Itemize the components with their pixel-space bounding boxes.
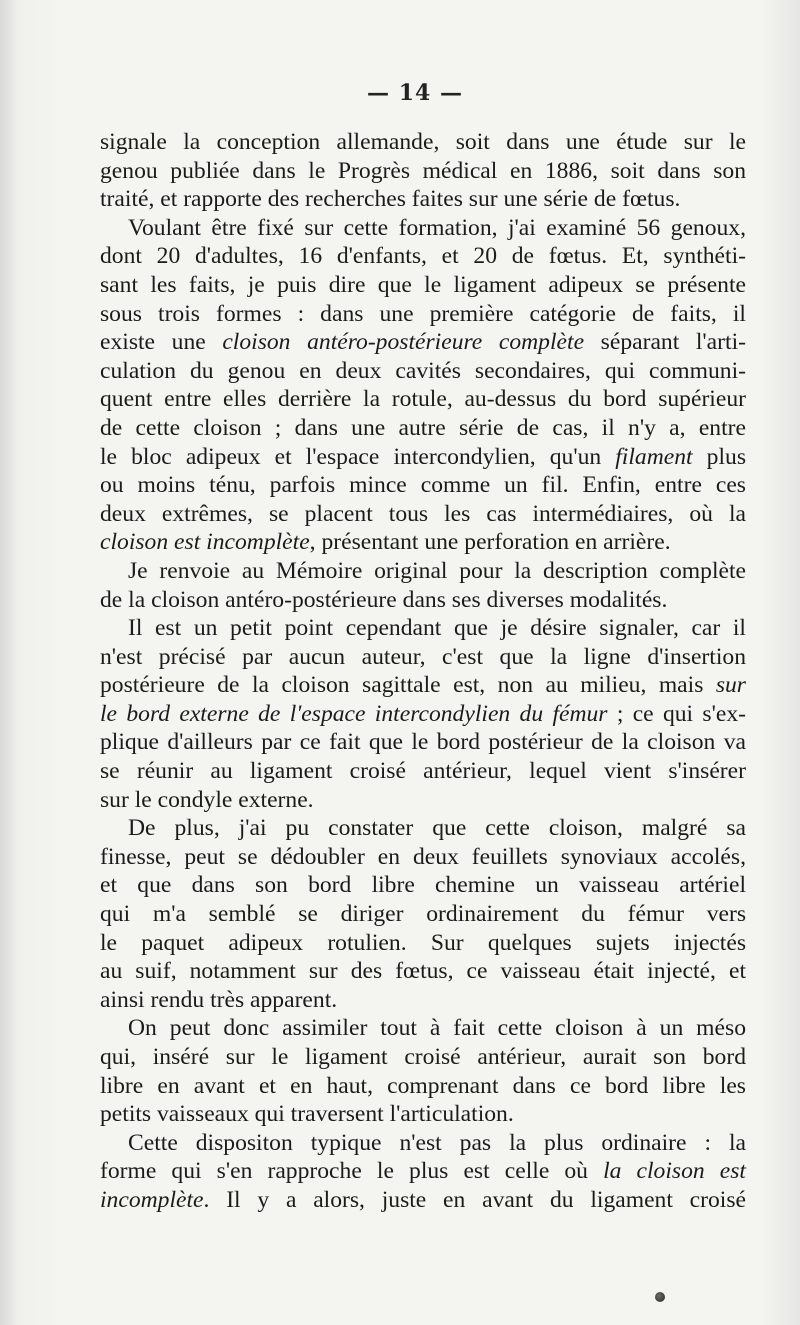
text-run: et que dans son bord libre chemine un vaisseau artériel xyxy=(100,872,746,899)
text-line xyxy=(100,128,746,157)
text-line xyxy=(100,757,746,786)
italic-text: cloison est incomplète xyxy=(100,529,310,556)
text-line xyxy=(100,1100,746,1129)
page-number: — 14 — xyxy=(367,80,463,106)
text-run: signale la conception allemande, soit dans une étude sur le xyxy=(100,129,746,155)
text-line xyxy=(100,385,746,414)
text-run: , présentant une perforation en arrière. xyxy=(309,529,671,556)
text-run: finesse, peut se dédoubler en deux feuillets synoviaux accolés, xyxy=(100,843,746,870)
paragraph xyxy=(100,1129,746,1215)
text-run: ainsi rendu très apparent. xyxy=(100,986,338,1013)
text-run: le paquet adipeux rotulien. Sur quelques sujets injectés xyxy=(100,929,746,956)
text-run: qui, inséré sur le ligament croisé antérieur, aurait son bord xyxy=(100,1044,746,1070)
text-run: Voulant être fixé sur cette formation, j'ai examiné 56 genoux, xyxy=(128,214,746,241)
paragraph xyxy=(100,214,746,557)
text-line xyxy=(100,242,746,271)
text-line xyxy=(100,929,746,958)
text-line xyxy=(100,185,746,214)
text-line xyxy=(100,786,746,815)
text-run: sur le condyle externe. xyxy=(100,786,314,813)
text-line xyxy=(100,614,746,643)
text-line xyxy=(100,957,746,986)
text-run: n'est précisé par aucun auteur, c'est que la ligne d'insertion xyxy=(100,643,746,670)
text-run: sant les faits, je puis dire que le ligament adipeux se présente xyxy=(100,271,746,298)
text-run: deux extrêmes, se placent tous les cas intermédiaires, où la xyxy=(100,500,746,527)
text-line xyxy=(100,300,746,329)
text-run: existe une xyxy=(100,329,223,356)
paragraph xyxy=(100,557,746,614)
text-run: sous trois formes : dans une première catégorie de faits, il xyxy=(100,300,746,327)
text-line xyxy=(100,986,746,1015)
text-line xyxy=(100,328,746,357)
text-line xyxy=(100,557,746,586)
text-run: forme qui s'en rapproche le plus est celle où xyxy=(100,1158,604,1185)
text-line xyxy=(100,157,746,186)
text-line xyxy=(100,214,746,243)
paragraph xyxy=(100,614,746,814)
text-run: culation du genou en deux cavités secondaires, qui communi- xyxy=(100,357,746,384)
paragraph xyxy=(100,128,746,214)
text-line xyxy=(100,814,746,843)
text-run: On peut donc assimiler tout à fait cette cloison à un méso xyxy=(128,1015,746,1042)
text-run: dont 20 d'adultes, 16 d'enfants, et 20 de fœtus. Et, synthéti- xyxy=(100,243,746,270)
text-line xyxy=(100,728,746,757)
text-run: petits vaisseaux qui traversent l'articulation. xyxy=(100,1101,514,1128)
text-line xyxy=(100,471,746,500)
text-line xyxy=(100,528,746,557)
text-line xyxy=(100,586,746,615)
text-line xyxy=(100,1186,746,1215)
text-run: qui m'a semblé se diriger ordinairement du fémur vers xyxy=(100,901,746,928)
body-text xyxy=(100,128,746,1215)
italic-text: la cloison est xyxy=(603,1158,746,1185)
italic-text: incomplète xyxy=(100,1186,204,1213)
text-line xyxy=(100,1014,746,1043)
italic-text: filament xyxy=(615,443,693,470)
text-run: de cette cloison ; dans une autre série de cas, il n'y a, entre xyxy=(100,414,746,441)
text-line xyxy=(100,500,746,529)
paragraph xyxy=(100,1014,746,1128)
text-run: séparant l'arti- xyxy=(584,329,746,356)
text-line xyxy=(100,414,746,443)
text-run: Il est un petit point cependant que je désire signaler, car il xyxy=(128,615,746,642)
text-line xyxy=(100,671,746,700)
italic-text: cloison antéro-postérieure complète xyxy=(222,329,585,356)
text-run: de la cloison antéro-postérieure dans ses diverses modalités. xyxy=(100,586,668,613)
text-run: Je renvoie au Mémoire original pour la description complète xyxy=(128,557,746,584)
text-line xyxy=(100,1129,746,1158)
text-line xyxy=(100,643,746,672)
text-run: au suif, notamment sur des fœtus, ce vaisseau était injecté, et xyxy=(100,958,746,985)
paragraph xyxy=(100,814,746,1014)
text-line xyxy=(100,1043,746,1072)
text-run: libre en avant et en haut, comprenant dans ce bord libre les xyxy=(100,1072,746,1099)
text-run: se réunir au ligament croisé antérieur, lequel vient s'insérer xyxy=(100,758,746,785)
text-line xyxy=(100,357,746,386)
text-run: . Il y a alors, juste en avant du ligament croisé xyxy=(203,1186,746,1213)
text-line xyxy=(100,900,746,929)
text-run: Cette dispositon typique n'est pas la plus ordinaire : la xyxy=(128,1129,746,1156)
text-run: quent entre elles derrière la rotule, au-dessus du bord supérieur xyxy=(100,386,746,413)
text-run: postérieure de la cloison sagittale est, non au milieu, mais xyxy=(100,672,716,699)
text-run: plique d'ailleurs par ce fait que le bord postérieur de la cloison va xyxy=(100,729,746,756)
italic-text: sur xyxy=(715,672,746,699)
ink-spot xyxy=(655,1292,665,1302)
text-run: De plus, j'ai pu constater que cette cloison, malgré sa xyxy=(128,815,746,842)
text-run: ; ce qui s'ex- xyxy=(607,700,746,727)
text-line xyxy=(100,843,746,872)
text-run: le bloc adipeux et l'espace intercondylien, qu'un xyxy=(100,443,616,470)
text-run: genou publiée dans le Progrès médical en 1886, soit dans son xyxy=(100,157,746,184)
text-line xyxy=(100,443,746,472)
text-line xyxy=(100,871,746,900)
text-run: plus xyxy=(692,443,746,470)
text-line xyxy=(100,1157,746,1186)
text-line xyxy=(100,271,746,300)
text-run: ou moins ténu, parfois mince comme un fil. Enfin, entre ces xyxy=(100,472,746,499)
text-run: traité, et rapporte des recherches faites sur une série de fœtus. xyxy=(100,186,681,213)
italic-text: le bord externe de l'espace intercondylien du fémur xyxy=(100,700,608,727)
text-line xyxy=(100,1072,746,1101)
text-line xyxy=(100,700,746,729)
